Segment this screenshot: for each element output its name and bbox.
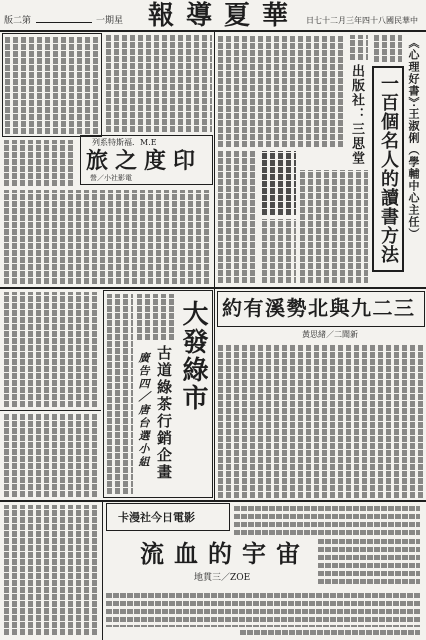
article-body-text — [107, 294, 133, 494]
page-number-label: 版二第 — [4, 16, 32, 26]
article-body-text — [106, 35, 212, 132]
article-body-text — [300, 170, 368, 283]
article-body-text — [5, 36, 99, 134]
masthead: 報導夏華 — [148, 1, 301, 31]
article-body-text — [350, 35, 368, 60]
weekday-label: 一期星 — [96, 16, 124, 26]
article-body-text — [262, 219, 296, 283]
header-short-rule — [36, 22, 92, 23]
issue-date: 日七十二月三年四十八國民華中 — [306, 16, 418, 25]
section-rule — [0, 287, 426, 289]
article-headline: 一百個名人的讀書方法 — [378, 74, 399, 264]
article-body-text — [4, 505, 99, 635]
article-body-text — [318, 539, 420, 587]
article-byline: 黃思緒／二聞新 — [302, 330, 358, 339]
column-divider — [214, 289, 215, 500]
article-subtitle: 古道綠茶行銷企畫 — [155, 345, 173, 481]
section-rule — [0, 500, 426, 502]
column-divider — [214, 31, 215, 287]
footnote-text — [240, 630, 420, 635]
article-headline: 約有溪勢北與九二三 — [222, 296, 416, 320]
column-byline: 《心理好書》‧王淑俐（學輔中心主任） — [407, 37, 420, 240]
article-body-text — [106, 593, 420, 627]
article-note-text — [262, 151, 296, 215]
article-headline: 流血的宇宙 — [140, 539, 310, 568]
article-byline: 廣告四／唐台選小組 — [137, 352, 150, 469]
column-label: 卡漫社今日電影 — [118, 511, 195, 524]
article-headline: 旅之度印 — [86, 148, 203, 174]
article-body-text — [4, 414, 99, 497]
article-byline: 營／小社影電 — [90, 174, 132, 182]
article-headline: 大發綠市 — [178, 300, 208, 412]
section-rule — [0, 410, 101, 411]
header-rule — [0, 30, 426, 32]
article-body-text — [4, 190, 212, 284]
article-body-text — [4, 140, 76, 186]
publisher-label: 出版社：三思堂 — [349, 64, 364, 166]
article-body-text — [234, 506, 420, 536]
series-label: 列系特斯福．M.E — [92, 138, 157, 147]
article-body-text — [374, 35, 402, 62]
article-body-text — [218, 151, 258, 283]
article-body-text — [4, 292, 99, 407]
article-body-text — [218, 344, 424, 498]
column-divider — [102, 501, 103, 640]
article-byline: 地貫三／ZOE — [194, 573, 251, 583]
article-body-text — [218, 35, 346, 147]
article-body-text — [137, 294, 175, 340]
